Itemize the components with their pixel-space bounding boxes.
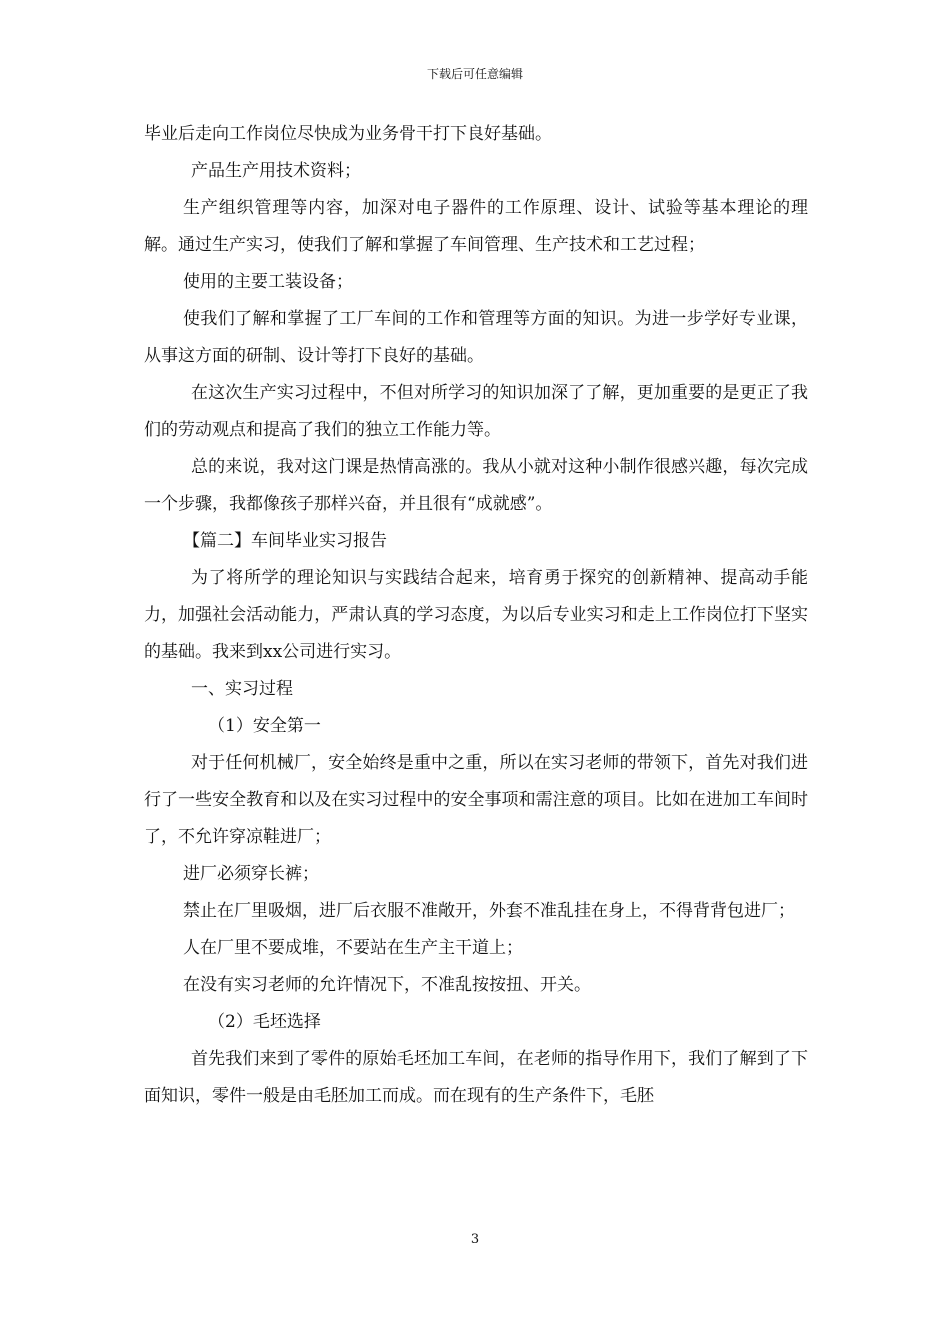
paragraph: 对于任何机械厂，安全始终是重中之重，所以在实习老师的带领下，首先对我们进行了一些安全教育和以及在实习过程中的安全事项和需注意的项目。比如在进加工车间时了，不允许穿凉鞋进厂； — [144, 753, 808, 847]
paragraph: 在这次生产实习过程中，不但对所学习的知识加深了了解，更加重要的是更正了我们的劳动观点和提高了我们的独立工作能力等。 — [144, 383, 808, 440]
page-number: 3 — [470, 1232, 480, 1247]
page-header: 下载后可任意编辑 — [426, 67, 523, 81]
paragraph: 进厂必须穿长裤； — [183, 864, 319, 884]
paragraph: 为了将所学的理论知识与实践结合起来，培育勇于探究的创新精神、提高动手能力，加强社会活动能力，严肃认真的学习态度，为以后专业实习和走上工作岗位打下坚实的基础。我来到xx公司进行实习。 — [144, 568, 808, 662]
paragraph: 毕业后走向工作岗位尽快成为业务骨干打下良好基础。 — [144, 124, 552, 144]
paragraph: 首先我们来到了零件的原始毛坯加工车间，在老师的指导作用下，我们了解到了下面知识，零件一般是由毛胚加工而成。而在现有的生产条件下，毛胚 — [144, 1049, 808, 1106]
paragraph: 人在厂里不要成堆，不要站在生产主干道上； — [183, 938, 523, 958]
paragraph: 在没有实习老师的允许情况下，不准乱按按扭、开关。 — [183, 975, 591, 995]
paragraph: 使我们了解和掌握了工厂车间的工作和管理等方面的知识。为进一步学好专业课，从事这方面的研制、设计等打下良好的基础。 — [144, 309, 808, 366]
paragraph: 使用的主要工装设备； — [183, 272, 353, 292]
subsection-heading: （2）毛坯选择 — [208, 1012, 321, 1032]
subsection-heading: 一、实习过程 — [191, 679, 293, 699]
paragraph: 生产组织管理等内容，加深对电子器件的工作原理、设计、试验等基本理论的理解。通过生产实习，使我们了解和掌握了车间管理、生产技术和工艺过程； — [144, 198, 808, 255]
subsection-heading: （1）安全第一 — [208, 716, 321, 736]
paragraph: 总的来说，我对这门课是热情高涨的。我从小就对这种小制作很感兴趣，每次完成一个步骤，我都像孩子那样兴奋，并且很有“成就感”。 — [144, 457, 808, 514]
document-body — [144, 116, 808, 1115]
paragraph: 禁止在厂里吸烟，进厂后衣服不准敞开，外套不准乱挂在身上，不得背背包进厂； — [183, 901, 795, 921]
paragraph: 产品生产用技术资料； — [191, 161, 361, 181]
section-heading: 【篇二】车间毕业实习报告 — [183, 531, 387, 551]
